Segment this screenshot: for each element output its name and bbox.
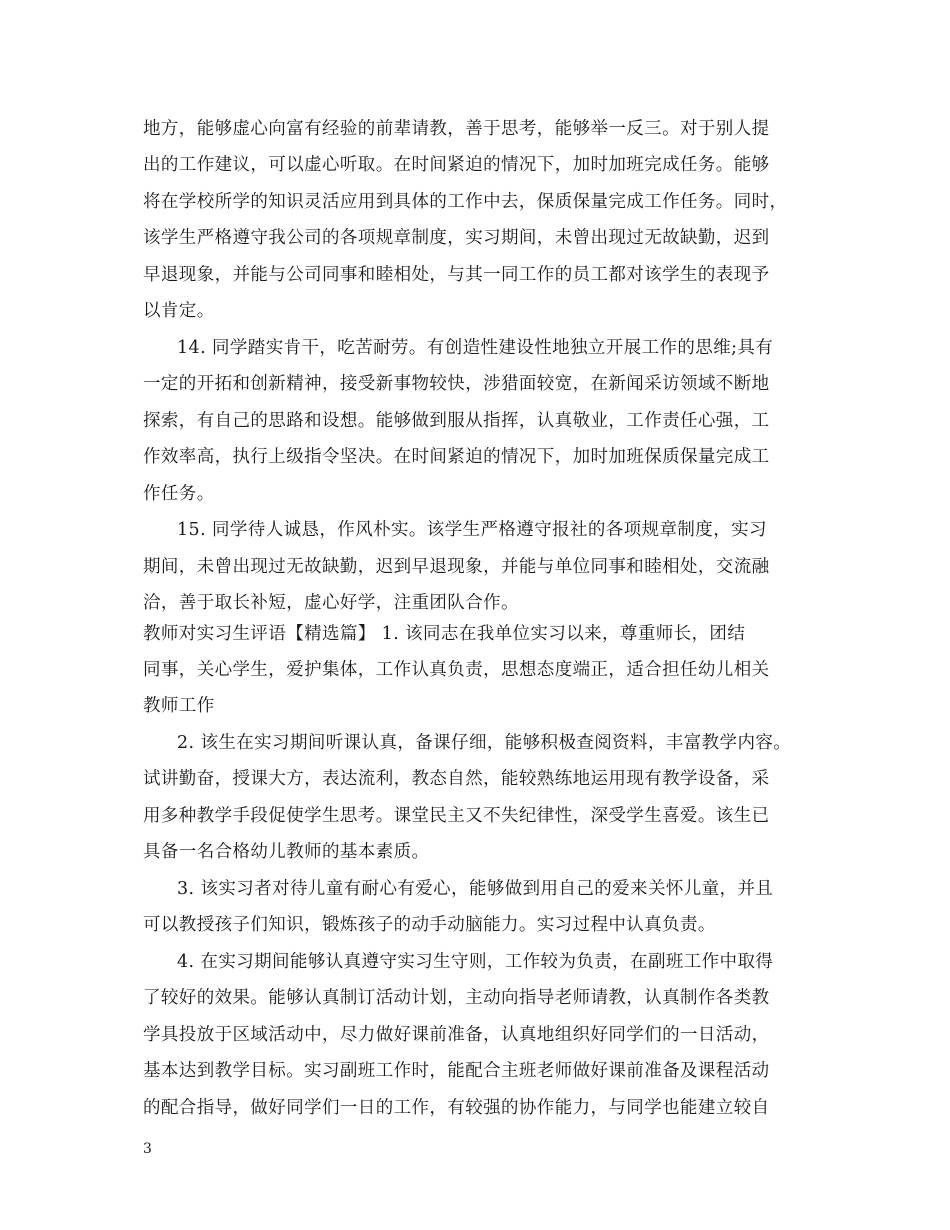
text-line: 15. 同学待人诚恳，作风朴实。该学生严格遵守报社的各项规章制度，实习: [177, 520, 767, 540]
page-number: 3: [143, 1141, 152, 1157]
text-line: 早退现象，并能与公司同事和睦相处，与其一同工作的员工都对该学生的表现予: [143, 265, 770, 285]
text-line: 洽，善于取长补短，虚心好学，注重团队合作。: [143, 593, 519, 613]
text-line: 同事，关心学生，爱护集体，工作认真负责，思想态度端正，适合担任幼儿相关: [143, 660, 770, 680]
text-line: 作效率高，执行上级指令坚决。在时间紧迫的情况下，加时加班保质保量完成工: [143, 447, 770, 467]
text-line: 学具投放于区域活动中，尽力做好课前准备，认真地组织好同学们的一日活动，: [143, 1025, 770, 1045]
text-line: 3. 该实习者对待儿童有耐心有爱心，能够做到用自己的爱来关怀儿童，并且: [177, 879, 774, 899]
text-line: 教师工作: [143, 696, 215, 716]
text-line: 4. 在实习期间能够认真遵守实习生守则，工作较为负责，在副班工作中取得: [177, 952, 774, 972]
text-line: 可以教授孩子们知识，锻炼孩子的动手动脑能力。实习过程中认真负责。: [143, 915, 716, 935]
text-line: 将在学校所学的知识灵活应用到具体的工作中去，保质保量完成工作任务。同时，: [143, 192, 788, 212]
text-line: 用多种教学手段促使学生思考。课堂民主又不失纪律性，深受学生喜爱。该生已: [143, 806, 770, 826]
text-line: 14. 同学踏实肯干，吃苦耐劳。有创造性建设性地独立开展工作的思维;具有: [177, 338, 774, 358]
text-line: 的配合指导，做好同学们一日的工作，有较强的协作能力，与同学也能建立较自: [143, 1098, 770, 1118]
text-line: 出的工作建议，可以虚心听取。在时间紧迫的情况下，加时加班完成任务。能够: [143, 155, 770, 175]
text-line: 地方，能够虚心向富有经验的前辈请教，善于思考，能够举一反三。对于别人提: [143, 119, 770, 139]
text-line: 试讲勤奋，授课大方，表达流利，教态自然，能较熟练地运用现有教学设备，采: [143, 769, 770, 789]
text-line: 了较好的效果。能够认真制订活动计划，主动向指导老师请教，认真制作各类教: [143, 988, 770, 1008]
text-line: 以肯定。: [143, 301, 215, 321]
text-line: 该学生严格遵守我公司的各项规章制度，实习期间，未曾出现过无故缺勤，迟到: [143, 228, 770, 248]
text-line: 2. 该生在实习期间听课认真，备课仔细，能够积极查阅资料，丰富教学内容。: [177, 733, 792, 753]
text-line: 基本达到教学目标。实习副班工作时，能配合主班老师做好课前准备及课程活动: [143, 1061, 770, 1081]
text-line: 具备一名合格幼儿教师的基本素质。: [143, 842, 430, 862]
text-line: 作任务。: [143, 484, 215, 504]
text-line: 一定的开拓和创新精神，接受新事物较快，涉猎面较宽，在新闻采访领域不断地: [143, 374, 770, 394]
text-line: 期间，未曾出现过无故缺勤，迟到早退现象，并能与单位同事和睦相处，交流融: [143, 557, 770, 577]
text-line: 探索，有自己的思路和设想。能够做到服从指挥，认真敬业，工作责任心强，工: [143, 411, 770, 431]
section-heading-line: 教师对实习生评语【精选篇】 1. 该同志在我单位实习以来，尊重师长，团结: [143, 624, 746, 644]
